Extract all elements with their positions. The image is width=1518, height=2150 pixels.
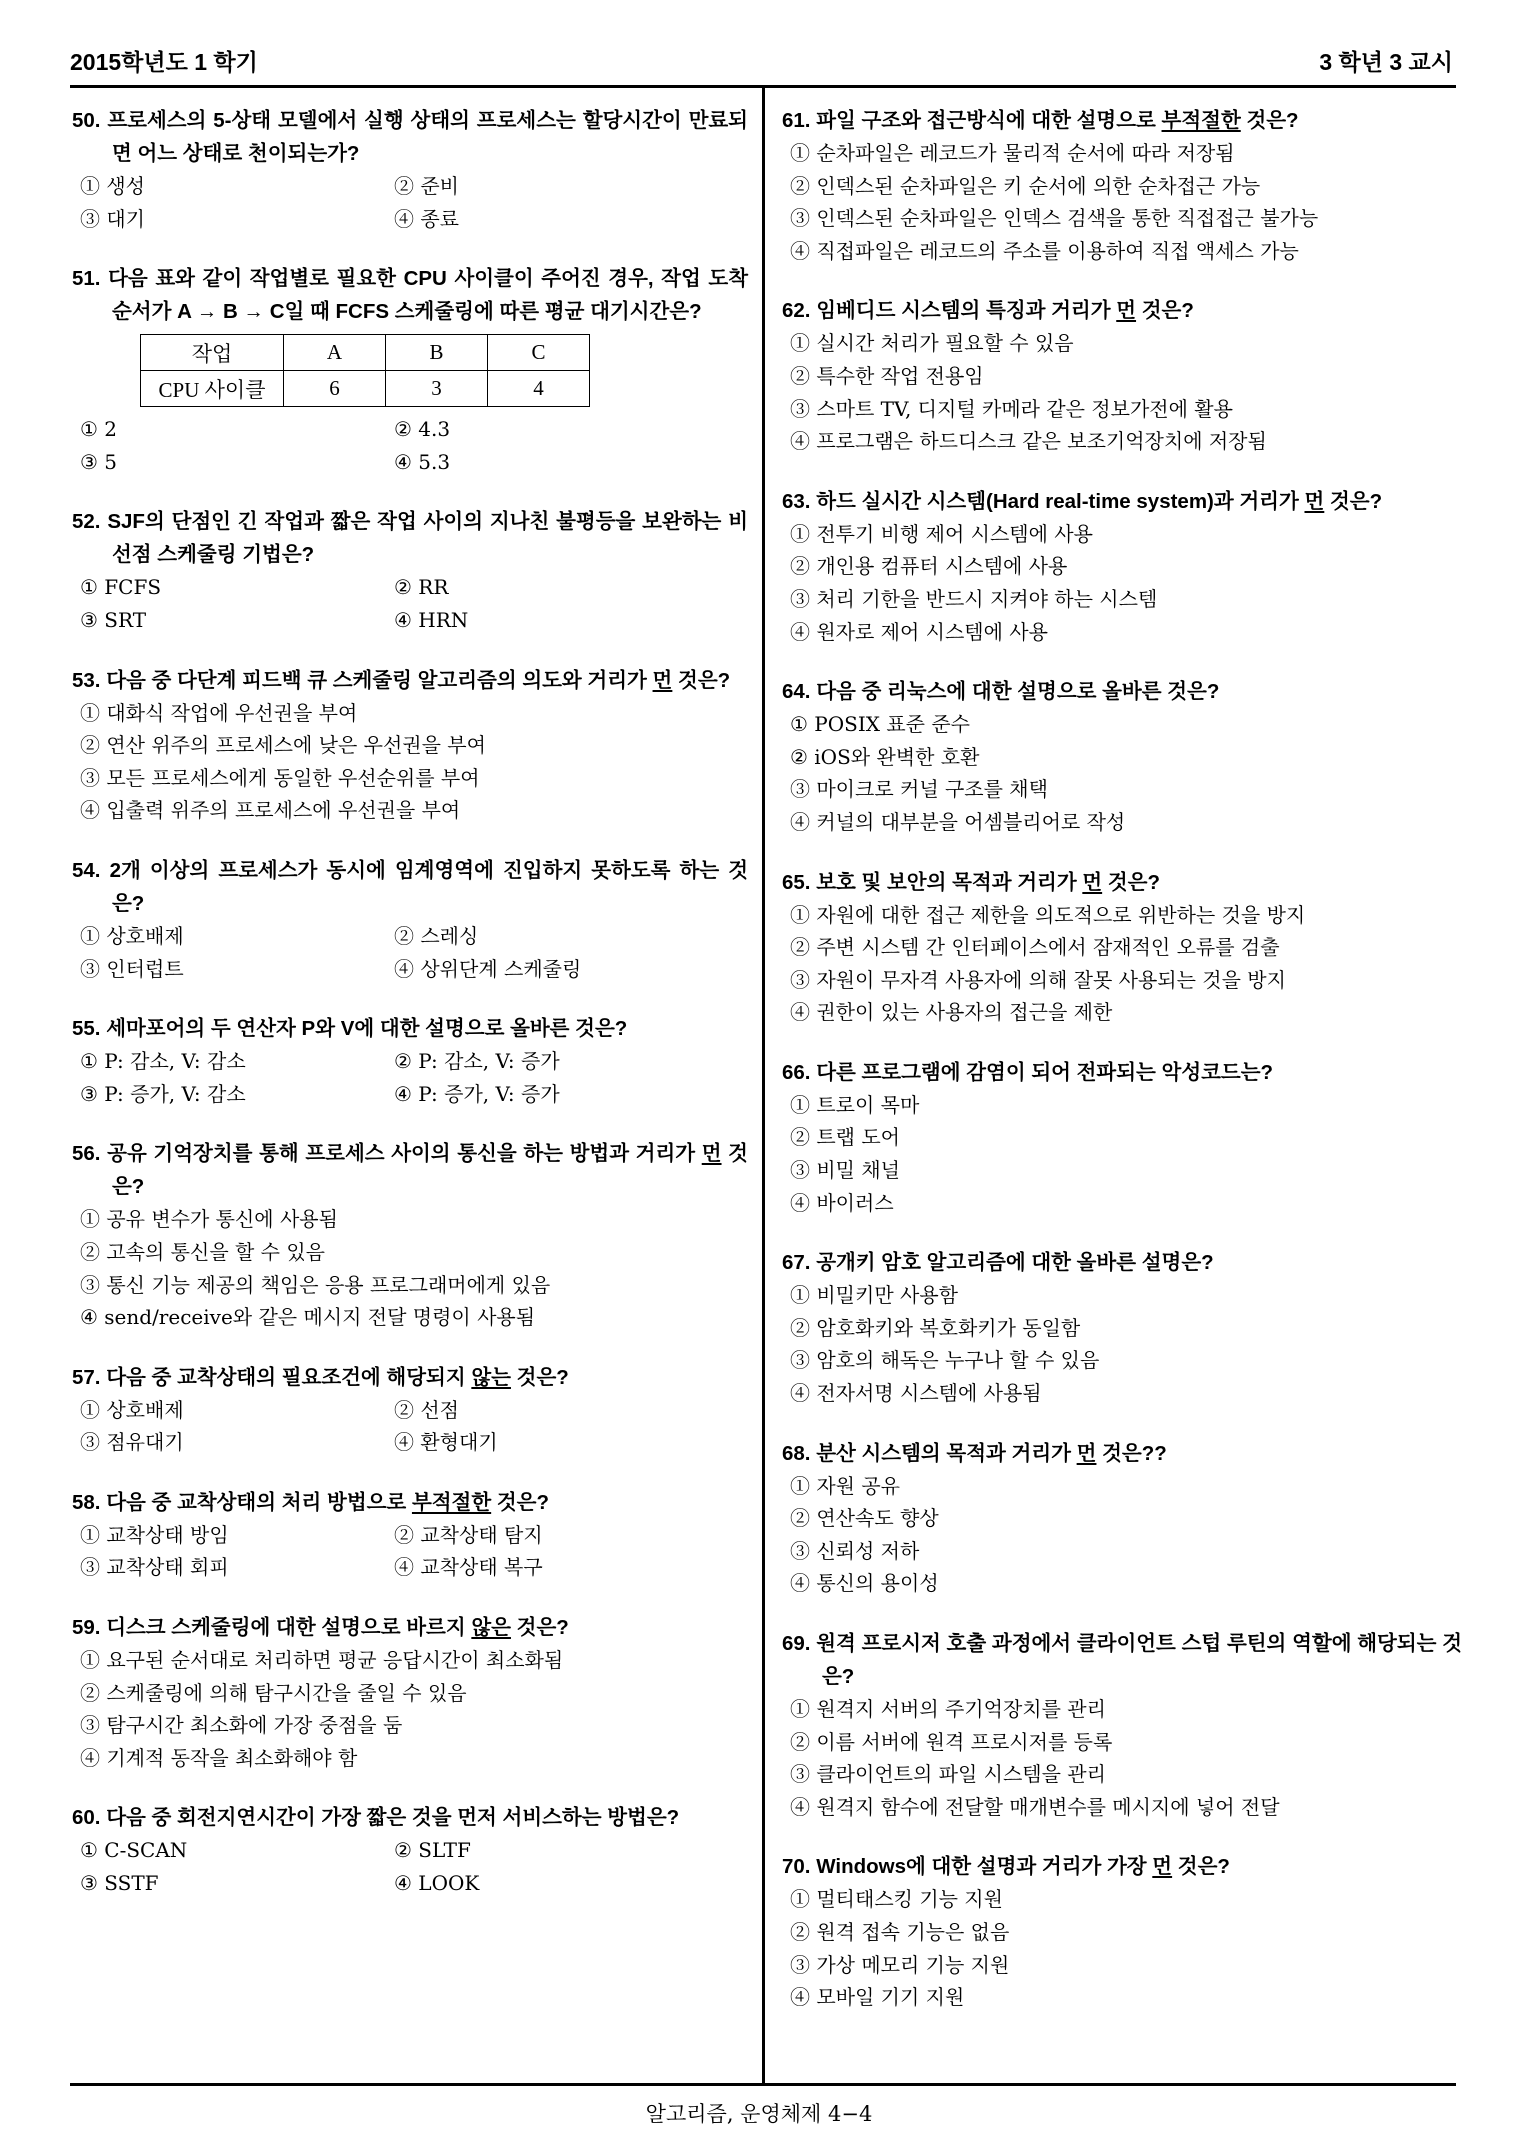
option-3[interactable]: ③ 모든 프로세스에게 동일한 우선순위를 부여: [80, 765, 480, 790]
question-63: [782, 485, 1462, 648]
question-text: 53. 다음 중 다단계 피드백 큐 스케줄링 알고리즘의 의도와 거리가 먼 것은?: [72, 668, 731, 692]
question-text: 54. 2개 이상의 프로세스가 동시에 임계영역에 진입하지 못하도록 하는 것은?: [72, 858, 748, 915]
question-text: 55. 세마포어의 두 연산자 P와 V에 대한 설명으로 올바른 것은?: [72, 1017, 628, 1041]
option-1[interactable]: ① 자원에 대한 접근 제한을 의도적으로 위반하는 것을 방지: [790, 902, 1306, 927]
option-1[interactable]: ① 전투기 비행 제어 시스템에 사용: [790, 521, 1093, 546]
question-text: 56. 공유 기억장치를 통해 프로세스 사이의 통신을 하는 방법과 거리가 먼 것은?: [72, 1142, 748, 1199]
option-1[interactable]: ① 상호배제: [80, 923, 184, 948]
option-4[interactable]: ④ 원자로 제어 시스템에 사용: [790, 619, 1048, 644]
table-cell: 4: [488, 371, 590, 407]
option-3[interactable]: ③ 인터럽트: [80, 956, 184, 981]
table-cell: 3: [386, 371, 488, 407]
option-4[interactable]: ④ 기계적 동작을 최소화해야 함: [80, 1745, 358, 1770]
option-1[interactable]: ① 상호배제: [80, 1397, 184, 1422]
question-50: [72, 104, 748, 235]
question-text: 59. 디스크 스케줄링에 대한 설명으로 바르지 않은 것은?: [72, 1616, 569, 1640]
grade-period: 3 학년 3 교시: [1319, 49, 1453, 75]
option-1[interactable]: ① 비밀키만 사용함: [790, 1283, 958, 1308]
option-1[interactable]: ① 트로이 목마: [790, 1092, 920, 1117]
table-header-cell: 작업: [141, 335, 284, 371]
question-text: 68. 분산 시스템의 목적과 거리가 먼 것은??: [782, 1441, 1167, 1465]
option-1[interactable]: ① 순차파일은 레코드가 물리적 순서에 따라 저장됨: [790, 141, 1235, 165]
option-2[interactable]: ② 연산 위주의 프로세스에 낮은 우선권을 부여: [80, 733, 486, 758]
option-4[interactable]: ④ LOOK: [394, 1871, 480, 1896]
option-2[interactable]: ② 고속의 통신을 할 수 있음: [80, 1239, 325, 1264]
question-text: 61. 파일 구조와 접근방식에 대한 설명으로 부적절한 것은?: [782, 109, 1299, 132]
question-57: [72, 1361, 748, 1459]
option-4[interactable]: ④ 상위단계 스케줄링: [394, 956, 582, 981]
page-footer: 알고리즘, 운영체제 4−4: [645, 2102, 873, 2126]
option-3[interactable]: ③ 인덱스된 순차파일은 인덱스 검색을 통한 직접접근 불가능: [790, 206, 1319, 231]
table-header-cell: C: [488, 335, 590, 371]
option-4[interactable]: ④ HRN: [394, 607, 469, 632]
option-1[interactable]: ① POSIX 표준 준수: [790, 712, 970, 737]
option-2[interactable]: ② 스케줄링에 의해 탐구시간을 줄일 수 있음: [80, 1680, 467, 1705]
question-65: [782, 866, 1462, 1029]
option-2[interactable]: ② 특수한 작업 전용임: [790, 363, 984, 388]
option-3[interactable]: ③ 스마트 TV, 디지털 카메라 같은 정보가전에 활용: [790, 396, 1233, 421]
question-56: [72, 1137, 748, 1333]
question-68: [782, 1437, 1462, 1600]
question-62: [782, 294, 1462, 457]
option-1[interactable]: ① 공유 변수가 통신에 사용됨: [80, 1207, 338, 1232]
option-2[interactable]: ② 스레싱: [394, 923, 479, 948]
cpu-cycle-table: [140, 334, 590, 407]
option-4[interactable]: ④ 전자서명 시스템에 사용됨: [790, 1381, 1042, 1406]
question-58: [72, 1486, 748, 1584]
option-1[interactable]: ① 요구된 순서대로 처리하면 평균 응답시간이 최소화됨: [80, 1648, 564, 1673]
option-4[interactable]: ④ 5.3: [394, 449, 451, 474]
right-column: [782, 104, 1462, 2041]
option-4[interactable]: ④ 커널의 대부분을 어셈블리어로 작성: [790, 809, 1126, 834]
option-1[interactable]: ① 멀티태스킹 기능 지원: [790, 1887, 1003, 1912]
footer-rule: [70, 2083, 1456, 2086]
table-header-cell: B: [386, 335, 488, 371]
question-text: 52. SJF의 단점인 긴 작업과 짧은 작업 사이의 지나친 불평등을 보완하는 비선점 스케줄링 기법은?: [72, 510, 748, 567]
question-text: 66. 다른 프로그램에 감염이 되어 전파되는 악성코드는?: [782, 1060, 1274, 1084]
question-text: 67. 공개키 암호 알고리즘에 대한 올바른 설명은?: [782, 1251, 1214, 1275]
question-text: 58. 다음 중 교착상태의 처리 방법으로 부적절한 것은?: [72, 1490, 549, 1514]
option-1[interactable]: ① 생성: [80, 174, 145, 198]
question-70: [782, 1850, 1462, 2013]
question-text: 64. 다음 중 리눅스에 대한 설명으로 올바른 것은?: [782, 680, 1220, 704]
question-text: 70. Windows에 대한 설명과 거리가 가장 먼 것은?: [782, 1855, 1230, 1879]
option-3[interactable]: ③ 점유대기: [80, 1430, 184, 1455]
question-60: [72, 1801, 748, 1899]
question-64: [782, 675, 1462, 838]
question-text: 51. 다음 표와 같이 작업별로 필요한 CPU 사이클이 주어진 경우, 작업 도착 순서가 A → B → C일 때 FCFS 스케줄링에 따른 평균 대기시간은?: [72, 267, 748, 324]
option-1[interactable]: ① FCFS: [80, 575, 162, 600]
question-text: 62. 임베디드 시스템의 특징과 거리가 먼 것은?: [782, 299, 1194, 323]
option-4[interactable]: ④ 직접파일은 레코드의 주소를 이용하여 직접 액세스 가능: [790, 238, 1299, 263]
option-3[interactable]: ③ 대기: [80, 206, 145, 231]
option-1[interactable]: ① 2: [80, 417, 118, 442]
option-4[interactable]: ④ 입출력 위주의 프로세스에 우선권을 부여: [80, 798, 461, 823]
question-text: 69. 원격 프로시저 호출 과정에서 클라이언트 스텁 루틴의 역할에 해당되는 것은?: [782, 1632, 1462, 1688]
option-3[interactable]: ③ 가상 메모리 기능 지원: [790, 1952, 1010, 1977]
option-4[interactable]: ④ P: 증가, V: 증가: [394, 1081, 560, 1106]
option-3[interactable]: ③ 처리 기한을 반드시 지켜야 하는 시스템: [790, 586, 1158, 611]
option-1[interactable]: ① 대화식 작업에 우선권을 부여: [80, 700, 358, 725]
option-4[interactable]: ④ 원격지 함수에 전달할 매개변수를 메시지에 넣어 전달: [790, 1794, 1280, 1819]
question-53: [72, 664, 748, 827]
option-2[interactable]: ② 개인용 컴퓨터 시스템에 사용: [790, 554, 1068, 579]
question-61: [782, 104, 1462, 267]
option-2[interactable]: ② 준비: [394, 174, 459, 198]
question-text: 60. 다음 중 회전지연시간이 가장 짧은 것을 먼저 서비스하는 방법은?: [72, 1806, 680, 1830]
option-1[interactable]: ① 원격지 서버의 주기억장치를 관리: [790, 1697, 1106, 1721]
question-text: 65. 보호 및 보안의 목적과 거리가 먼 것은?: [782, 870, 1160, 894]
option-2[interactable]: ② 암호화키와 복호화키가 동일함: [790, 1315, 1081, 1340]
option-4[interactable]: ④ 모바일 기기 지원: [790, 1985, 965, 2010]
question-51: [72, 262, 748, 478]
option-3[interactable]: ③ 마이크로 커널 구조를 채택: [790, 777, 1048, 802]
option-4[interactable]: ④ 권한이 있는 사용자의 접근을 제한: [790, 1000, 1113, 1025]
option-4[interactable]: ④ send/receive와 같은 메시지 전달 명령이 사용됨: [80, 1305, 536, 1330]
option-4[interactable]: ④ 바이러스: [790, 1190, 894, 1215]
table-cell: 6: [284, 371, 386, 407]
option-3[interactable]: ③ SSTF: [80, 1871, 159, 1896]
option-2[interactable]: ② 선점: [394, 1397, 459, 1422]
question-text: 50. 프로세스의 5-상태 모델에서 실행 상태의 프로세스는 할당시간이 만료되면 어느 상태로 천이되는가?: [72, 109, 748, 165]
question-69: [782, 1627, 1462, 1823]
option-3[interactable]: ③ 5: [80, 449, 118, 474]
question-66: [782, 1056, 1462, 1219]
option-2[interactable]: ② 교착상태 탐지: [394, 1522, 543, 1547]
left-column: [72, 104, 748, 1927]
question-54: [72, 854, 748, 985]
option-3[interactable]: ③ SRT: [80, 607, 147, 632]
option-4[interactable]: ④ 종료: [394, 206, 459, 231]
question-59: [72, 1611, 748, 1774]
question-text: 63. 하드 실시간 시스템(Hard real-time system)과 거리가 먼 것은?: [782, 489, 1383, 513]
option-3[interactable]: ③ P: 증가, V: 감소: [80, 1081, 246, 1106]
option-2[interactable]: ② iOS와 완벽한 호환: [790, 744, 980, 769]
option-2[interactable]: ② 주변 시스템 간 인터페이스에서 잠재적인 오류를 검출: [790, 935, 1280, 960]
option-2[interactable]: ② SLTF: [394, 1838, 471, 1863]
option-4[interactable]: ④ 통신의 용이성: [790, 1571, 939, 1596]
option-2[interactable]: ② 4.3: [394, 417, 451, 442]
option-2[interactable]: ② 트랩 도어: [790, 1125, 900, 1150]
option-4[interactable]: ④ 프로그램은 하드디스크 같은 보조기억장치에 저장됨: [790, 429, 1267, 454]
option-1[interactable]: ① P: 감소, V: 감소: [80, 1049, 246, 1074]
option-4[interactable]: ④ 교착상태 복구: [394, 1555, 543, 1580]
column-divider: [762, 88, 765, 2084]
question-text: 57. 다음 중 교착상태의 필요조건에 해당되지 않는 것은?: [72, 1365, 569, 1389]
option-3[interactable]: ③ 비밀 채널: [790, 1158, 900, 1183]
option-4[interactable]: ④ 환형대기: [394, 1430, 498, 1455]
option-1[interactable]: ① 교착상태 방임: [80, 1522, 229, 1547]
option-2[interactable]: ② 인덱스된 순차파일은 키 순서에 의한 순차접근 가능: [790, 173, 1261, 198]
option-2[interactable]: ② P: 감소, V: 증가: [394, 1049, 560, 1074]
option-3[interactable]: ③ 클라이언트의 파일 시스템을 관리: [790, 1762, 1106, 1787]
option-1[interactable]: ① 실시간 처리가 필요할 수 있음: [790, 331, 1074, 356]
option-3[interactable]: ③ 신뢰성 저하: [790, 1538, 920, 1563]
exam-term: 2015학년도 1 학기: [70, 49, 258, 75]
option-1[interactable]: ① C-SCAN: [80, 1838, 188, 1863]
option-3[interactable]: ③ 자원이 무자격 사용자에 의해 잘못 사용되는 것을 방지: [790, 967, 1286, 992]
option-3[interactable]: ③ 교착상태 회피: [80, 1555, 229, 1580]
table-header-cell: A: [284, 335, 386, 371]
option-2[interactable]: ② 원격 접속 기능은 없음: [790, 1919, 1010, 1944]
option-1[interactable]: ① 자원 공유: [790, 1473, 900, 1498]
option-2[interactable]: ② 연산속도 향상: [790, 1506, 939, 1531]
option-3[interactable]: ③ 탐구시간 최소화에 가장 중점을 둠: [80, 1713, 403, 1738]
option-3[interactable]: ③ 암호의 해독은 누구나 할 수 있음: [790, 1348, 1100, 1373]
question-55: [72, 1012, 748, 1110]
option-3[interactable]: ③ 통신 기능 제공의 책임은 응용 프로그래머에게 있음: [80, 1272, 551, 1297]
table-cell: CPU 사이클: [141, 371, 284, 407]
question-67: [782, 1246, 1462, 1409]
question-52: [72, 505, 748, 636]
option-2[interactable]: ② RR: [394, 575, 449, 600]
option-2[interactable]: ② 이름 서버에 원격 프로시저를 등록: [790, 1729, 1113, 1754]
